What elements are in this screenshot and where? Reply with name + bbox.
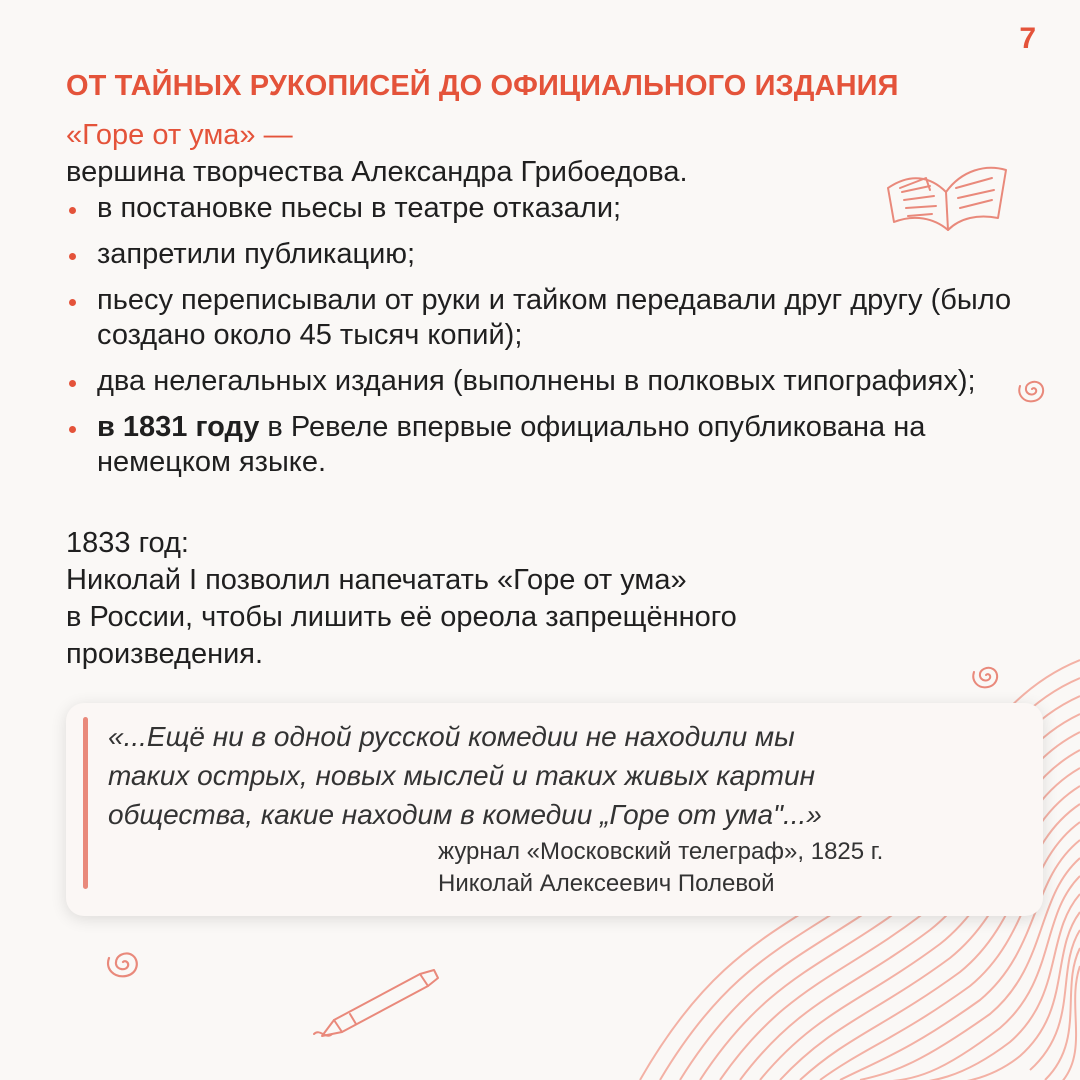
year-label: 1833 год: [66, 527, 189, 559]
page-number: 7 [1019, 22, 1036, 55]
quote-author: Николай Алексеевич Полевой [438, 870, 775, 897]
list-item: в постановке пьесы в театре отказали; [66, 191, 1056, 226]
quote-bar [83, 717, 88, 889]
quote-source: журнал «Московский телеграф», 1825 г. [438, 838, 884, 865]
spiral-icon [965, 655, 1007, 693]
list-item: запретили публикацию; [66, 237, 1056, 272]
intro-title: «Горе от ума» — [66, 119, 293, 151]
pen-icon [310, 962, 445, 1042]
quote-card [66, 703, 1043, 916]
list-item: в 1831 году в Ревеле впервые официально опубликована на немецком языке. [66, 410, 1056, 480]
intro-block [66, 117, 688, 191]
highlight-year: в 1831 году [97, 411, 260, 443]
year-block: 1833 год: Николай I позволил напечатать «Горе от ума» в России, чтобы лишить её ореола запрещённого произведения. [66, 527, 737, 670]
list-item: пьесу переписывали от руки и тайком передавали друг другу (было создано около 45 тысяч копий); [66, 283, 1056, 353]
spiral-icon [98, 940, 148, 982]
bullet-list [66, 191, 1056, 491]
quote-attribution [438, 836, 883, 900]
page-title: ОТ ТАЙНЫХ РУКОПИСЕЙ ДО ОФИЦИАЛЬНОГО ИЗДАНИЯ [66, 70, 899, 102]
quote-text: «...Ещё ни в одной русской комедии не находили мы таких острых, новых мыслей и таких живых картин общества, какие находим в комедии „Горе от ума"...» [108, 721, 822, 830]
list-item: два нелегальных издания (выполнены в полковых типографиях); [66, 364, 1056, 399]
intro-text: вершина творчества Александра Грибоедова. [66, 156, 688, 188]
spiral-icon [1012, 372, 1052, 406]
